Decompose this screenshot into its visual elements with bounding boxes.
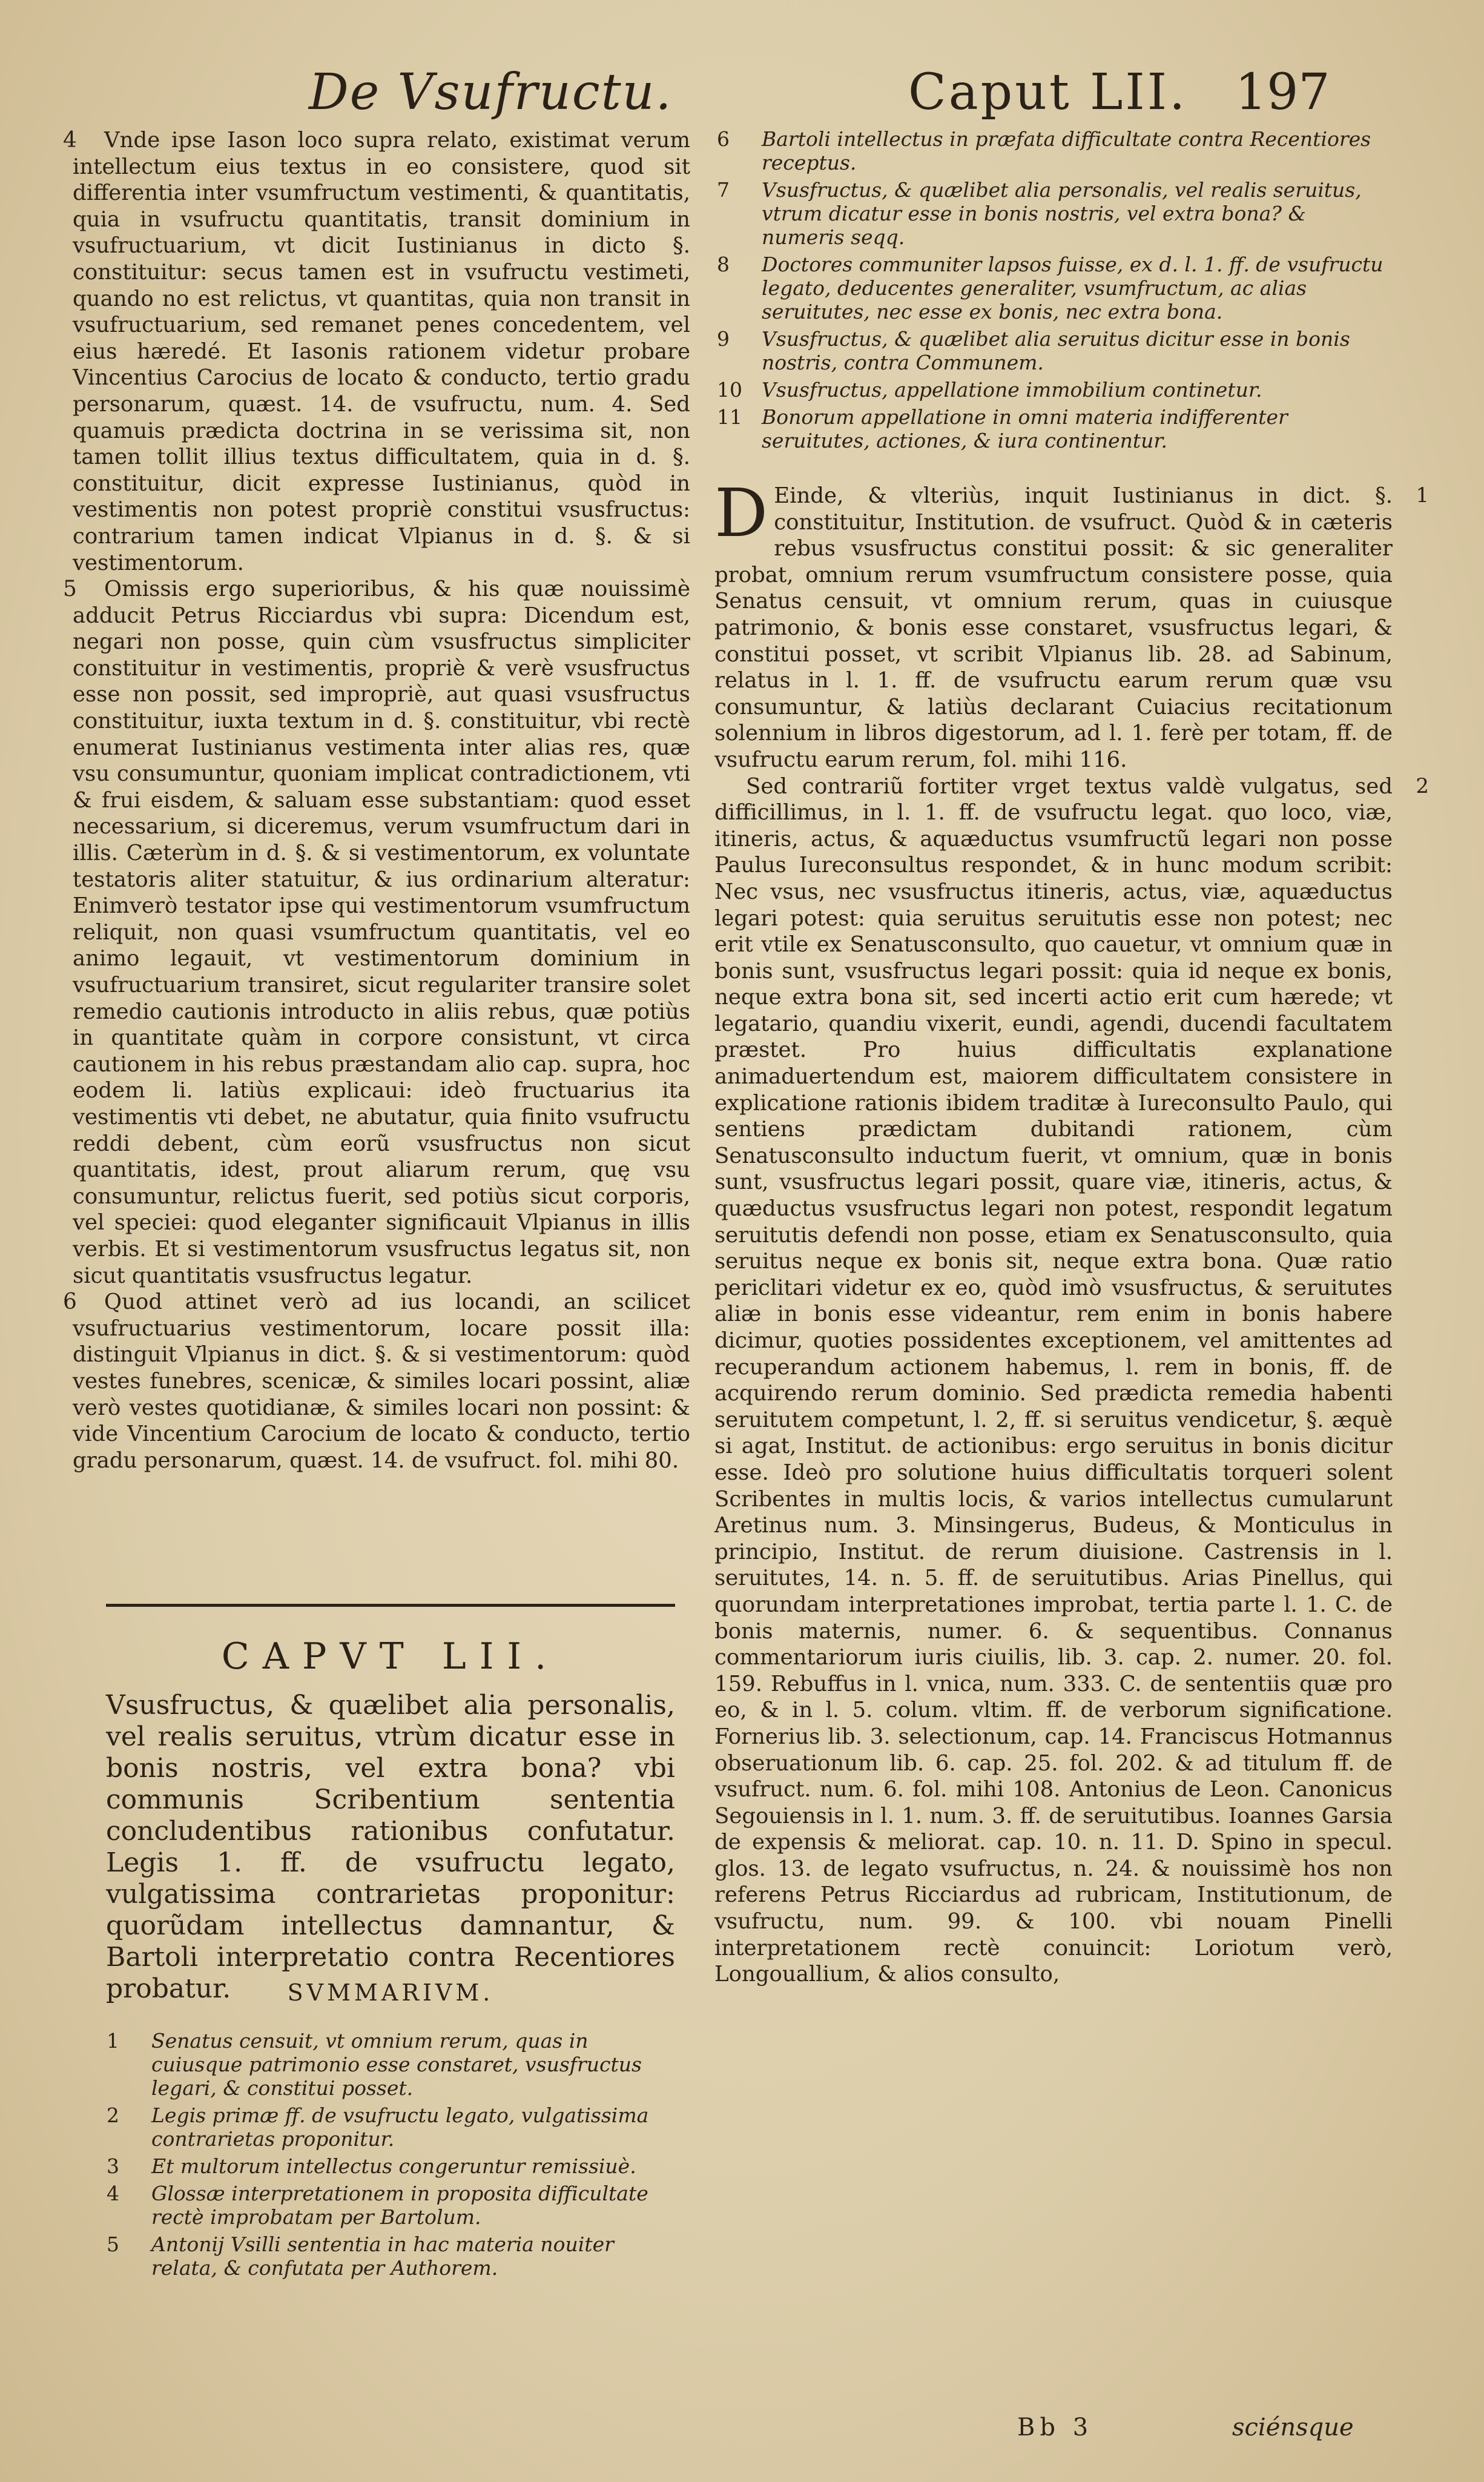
running-head-title: De Vsufructu. bbox=[309, 64, 673, 121]
chapter-title: CAPVT LII. bbox=[221, 1635, 560, 1678]
summary-item bbox=[717, 378, 1393, 402]
paragraph-4 bbox=[63, 127, 690, 576]
summary-item bbox=[107, 2103, 678, 2151]
drop-capital: D bbox=[714, 474, 768, 552]
summary-number: 1 bbox=[107, 2029, 119, 2053]
summary-text: Senatus censuit, vt omnium rerum, quas in cuiusque patrimonio esse constaret, vsusfructus legari, & constitui posset. bbox=[151, 2029, 642, 2100]
summary-text: Legis primæ ff. de vsufructu legato, vulgatissima contrarietas proponitur. bbox=[151, 2103, 649, 2151]
summary-item bbox=[107, 2182, 678, 2229]
paragraph-right-2 bbox=[714, 773, 1429, 1988]
paragraph-text: Quod attinet verò ad ius locandi, an scilicet vsufructuarius vestimentorum, locare possit illa: distinguit Vlpianus in dict. §. & si vestimentorum: quòd vestes funebres, scenicæ, & similes locari possint, aliæ verò vestes quotidianæ, & similes locari non possint: & vide Vincentium Carocium de locato & conducto, tertio gradu personarum, quæst. 14. de vsufruct. fol. mihi 80. bbox=[73, 1289, 690, 1473]
summary-item bbox=[717, 253, 1393, 323]
paragraph-5 bbox=[63, 576, 690, 1289]
summary-item bbox=[717, 405, 1393, 452]
margin-number: 5 bbox=[63, 577, 77, 602]
summary-list-left bbox=[107, 2029, 678, 2283]
margin-number: 6 bbox=[63, 1289, 77, 1315]
paragraph-text: Einde, & vlteriùs, inquit Iustinianus in dict. §. constituitur, Institution. de vsufruct. Quòd & in cæteris rebus vsusfructus constitui possit: & sic generaliter probat, omnium rerum vsumfructum consistere posse, quia Senatus censuit, vt omnium rerum, quas in cuiusque patrimonio, & bonis esse constaret, vsusfructus legari, & constitui posset, vt scribit Vlpianus lib. 28. ad Sabinum, relatus in l. 1. ff. de vsufructu earum rerum quæ vsu consumuntur, & latiùs declarant Cuiacius recitationum solennium in libros digestorum, ad l. 1. ferè per totam, ff. de vsufructu earum rerum, fol. mihi 116. bbox=[714, 483, 1393, 772]
summary-text: Bonorum appellatione in omni materia indifferenter seruitutes, actiones, & iura continentur. bbox=[762, 405, 1288, 452]
summary-number: 5 bbox=[107, 2232, 119, 2256]
summary-number: 9 bbox=[717, 327, 730, 351]
summary-item bbox=[107, 2232, 678, 2280]
signature-mark: Bb 3 bbox=[1017, 2414, 1093, 2441]
summary-item bbox=[107, 2029, 678, 2100]
summary-text: Bartoli intellectus in præfata difficultate contra Recentiores receptus. bbox=[762, 127, 1371, 174]
paragraph-text: Sed contrariũ fortiter vrget textus valdè vulgatus, sed difficillimus, in l. 1. ff. de vsufructu legat. quo loco, viæ, itineris, actus, & aquæductus vsumfructũ legari non posse Paulus Iureconsultus respondet, & in hunc modum scribit: Nec vsus, nec vsusfructus itineris, actus, viæ, aquæductus legari potest: quia seruitus seruitutis esse non potest; nec erit vtile ex Senatusconsulto, quo cauetur, vt omnium quæ in bonis sunt, vsusfructus legari possit: quia id neque ex bonis, neque extra bona sit, sed incerti actio erit cum hærede; vt legatario, quandiu vixerit, eundi, agendi, ducendi facultatem præstet. Pro huius difficultatis explanatione animaduertendum est, maiorem difficultatem consistere in explicatione rationis ibidem traditæ à Iureconsulto Paulo, qui sentiens prædictam dubitandi rationem, cùm Senatusconsulto inductum fuerit, vt omnium, quæ in bonis sunt, vsusfructus legari possit, quare viæ, itineris, actus, & quæductus vsusfructus legari non potest, respondit legatum seruitutis defendi non posse, etiam ex Senatusconsulto, quia seruitus neque ex bonis sit, neque extra bona. Quæ ratio periclitari videtur ex eo, quòd imò vsusfructus, & seruitutes aliæ in bonis esse videantur, rem enim in bonis habere dicimur, quoties possidentes exceptionem, vel amittentes ad recuperandum actionem habemus, l. rem in bonis, ff. de acquirendo rerum dominio. Sed prædicta remedia habenti seruitutem competunt, l. 2, ff. si seruitus vendicetur, §. æquè si agat, Institut. de actionibus: ergo seruitus in bonis dicitur esse. Ideò pro solutione huius difficultatis torqueri solent Scribentes in multis locis, & varios intellectus cumularunt Aretinus num. 3. Minsingerus, Budeus, & Monticulus in principio, Institut. de rerum diuisione. Castrensis in l. seruitutes, 14. n. 5. ff. de seruitutibus. Arias Pinellus, qui quorundam interpretationes improbat, tertia parte l. 1. C. de bonis maternis, numer. 6. & sequentibus. Connanus commentariorum iuris ciuilis, lib. 3. cap. 2. numer. 20. fol. 159. Rebuffus in l. vnica, num. 333. C. de sententiis quæ pro eo, & in l. 5. colum. vltim. ff. de verborum significatione. Fornerius lib. 3. selectionum, cap. 14. Franciscus Hotmannus obseruationum lib. 6. cap. 25. fol. 202. & ad titulum ff. de vsufruct. num. 6. fol. mihi 108. Antonius de Leon. Canonicus Segouiensis in l. 1. num. 3. ff. de seruitutibus. Ioannes Garsia de expensis & meliorat. cap. 10. n. 11. D. Spino in specul. glos. 13. de legato vsufructus, n. 24. & nouissimè hos non referens Petrus Ricciardus ad rubricam, Institutionum, de vsufructu, num. 99. & 100. vbi nouam Pinelli interpretationem rectè conuincit: Loriotum verò, Longouallium, & alios consulto, bbox=[714, 773, 1393, 1987]
summary-text: Vsusfructus, & quælibet alia personalis, vel realis seruitus, vtrum dicatur esse in bonis nostris, vel extra bona? & numeris seqq. bbox=[762, 178, 1362, 249]
summary-text: Vsusfructus, & quælibet alia seruitus dicitur esse in bonis nostris, contra Communem. bbox=[762, 327, 1350, 374]
margin-number: 4 bbox=[63, 128, 77, 153]
summary-item bbox=[107, 2154, 678, 2178]
summary-text: Antonij Vsilli sententia in hac materia nouiter relata, & confutata per Authorem. bbox=[151, 2232, 614, 2280]
page-number: 197 bbox=[1235, 64, 1330, 121]
left-column bbox=[63, 127, 690, 1474]
chapter-divider bbox=[106, 1604, 675, 1607]
paragraph-text: Vnde ipse Iason loco supra relato, existimat verum intellectum eius textus in eo consistere, quod sit differentia inter vsumfructum vestimenti, & quantitatis, quia in vsufructu quantitatis, transit dominium in vsufructuarium, vt dicit Iustinianus in dicto §. constituitur: secus tamen est in vsufructu vestimeti, quando no est relictus, vt quantitas, quia non transit in vsufructuarium, sed remanet penes concedentem, vel eius hæredé. Et Iasonis rationem videtur probare Vincentius Carocius de locato & conducto, tertio gradu personarum, quæst. 14. de vsufructu, num. 4. Sed quamuis prædicta doctrina in se verissima sit, non tamen tollit illius textus difficultatem, quia in d. §. constituitur, dicit expresse Iustinianus, quòd in vestimentis non potest propriè constitui vsusfructus: contrarium tamen indicat Vlpianus in d. §. & si vestimentorum. bbox=[73, 128, 690, 575]
running-head bbox=[0, 64, 1484, 130]
summary-text: Glossæ interpretationem in proposita difficultate rectè improbatam per Bartolum. bbox=[151, 2182, 648, 2229]
summary-item bbox=[717, 327, 1393, 374]
margin-number: 2 bbox=[1416, 773, 1429, 798]
paragraph-text: Omissis ergo superioribus, & his quæ nouissimè adducit Petrus Ricciardus vbi supra: Dicendum est, negari non posse, quin cùm vsusfructus simpliciter constituitur in vestimentis, propriè & verè vsusfructus esse non possit, sed impropriè, aut quasi vsusfructus constituitur, iuxta textum in d. §. constituitur, vbi rectè enumerat Iustinianus vestimenta inter alias res, quæ vsu consumuntur, quoniam implicat contradictionem, vti & frui eisdem, & saluam esse substantiam: quod esset necessarium, si diceremus, verum vsumfructum dari in illis. Cæterùm in d. §. & si vestimentorum, ex voluntate testatoris aliter statuitur, & ius ordinarium alteratur: Enimverò testator ipse qui vestimentorum vsumfructum reliquit, non quasi vsumfructum quantitatis, vel eo animo legauit, vt vestimentorum dominium in vsufructuarium transiret, sicut regulariter transire solet remedio cautionis introducto in aliis rebus, quæ potiùs in quantitate quàm in corpore consistunt, vt circa cautionem in his rebus præstandam alio cap. supra, hoc eodem li. latiùs explicaui: ideò fructuarius ita vestimentis vti debet, ne abutatur, quia finito vsufructu reddi debent, cùm eorũ vsusfructus non sicut quantitatis, idest, prout aliarum rerum, quę vsu consumuntur, relictus fuerit, sed potiùs sicut corporis, vel speciei: quod eleganter significauit Vlpianus in illis verbis. Et si vestimentorum vsusfructus legatus sit, non sicut quantitatis vsusfructus legatur. bbox=[73, 577, 690, 1288]
summary-number: 2 bbox=[107, 2103, 119, 2127]
summary-number: 10 bbox=[717, 378, 742, 402]
paragraph-right-1 bbox=[714, 474, 1429, 773]
margin-number: 1 bbox=[1416, 483, 1429, 508]
right-column bbox=[714, 127, 1429, 1988]
summary-number: 11 bbox=[717, 405, 742, 429]
summary-item bbox=[717, 178, 1393, 249]
summary-list-right bbox=[714, 127, 1393, 452]
summary-text: Et multorum intellectus congeruntur remissiuè. bbox=[151, 2154, 636, 2178]
chapter-argument: Vsusfructus, & quælibet alia personalis, vel realis seruitus, vtrùm dicatur esse in bonis nostris, vel extra bona? vbi communis Scribentium sententia concludentibus rationibus confutatur. Legis 1. ff. de vsufructu legato, vulgatissima contrarietas proponitur: quorũdam intellectus damnantur, & Bartoli interpretatio contra Recentiores probatur. bbox=[106, 1690, 675, 2004]
summary-number: 6 bbox=[717, 127, 730, 151]
summary-number: 8 bbox=[717, 253, 730, 276]
summary-number: 7 bbox=[717, 178, 730, 202]
catchword: sciénsque bbox=[1232, 2414, 1354, 2441]
summary-title: SVMMARIVM. bbox=[287, 1979, 494, 2006]
summary-text: Vsusfructus, appellatione immobilium continetur. bbox=[762, 378, 1262, 402]
paragraph-6 bbox=[63, 1289, 690, 1474]
running-head-chapter: Caput LII. bbox=[908, 64, 1188, 121]
summary-text: Doctores communiter lapsos fuisse, ex d. l. 1. ff. de vsufructu legato, deducentes generaliter, vsumfructum, ac alias seruitutes, nec esse ex bonis, nec extra bona. bbox=[762, 253, 1383, 323]
summary-number: 4 bbox=[107, 2182, 119, 2205]
summary-item bbox=[717, 127, 1393, 174]
summary-number: 3 bbox=[107, 2154, 119, 2178]
